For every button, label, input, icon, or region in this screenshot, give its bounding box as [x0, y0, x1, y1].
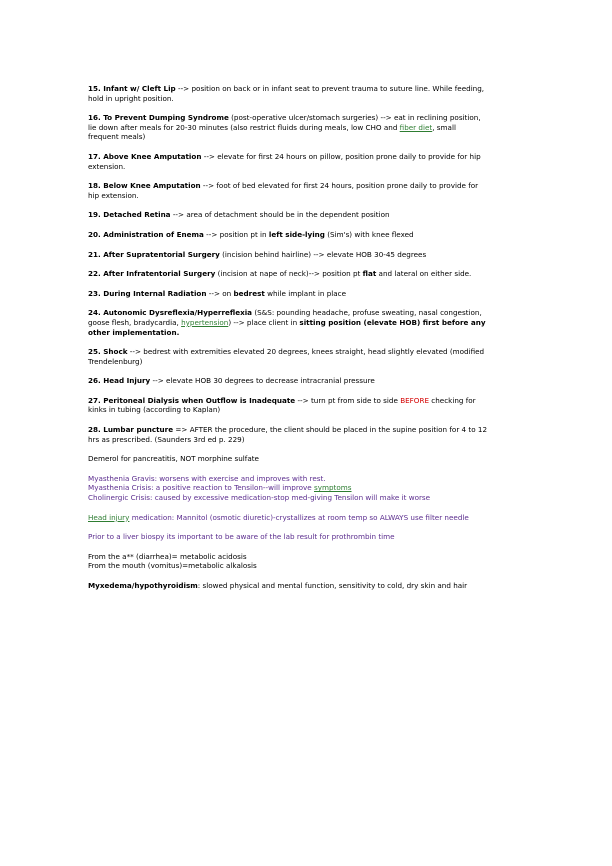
item-17-body: --> elevate for first 24 hours on pillow, position prone daily to provide for hip extension.: [88, 151, 481, 171]
item-27-body-a: --> turn pt from side to side: [295, 395, 401, 405]
item-23-title: 23. During Internal Radiation: [88, 288, 207, 298]
item-21-body: (incision behind hairline) --> elevate HOB 30-45 degrees: [219, 249, 427, 259]
item-26-body: --> elevate HOB 30 degrees to decrease intracranial pressure: [150, 376, 375, 386]
item-18-title: 18. Below Knee Amputation: [88, 181, 201, 191]
item-23-body-b: while implant in place: [264, 288, 347, 298]
fiber-diet-link[interactable]: fiber diet: [399, 122, 433, 132]
note-demerol: Demerol for pancreatitis, NOT morphine sulfate: [88, 454, 259, 464]
item-22-title: 22. After Infratentorial Surgery: [88, 269, 216, 279]
item-25-title: 25. Shock: [88, 347, 128, 357]
item-18: [88, 181, 488, 200]
item-19: [88, 210, 488, 220]
note-liver-biopsy: Prior to a liver biospy its important to be aware of the lab result for prothrombin time: [88, 532, 395, 542]
note-head-injury-body: medication: Mannitol (osmotic diuretic)-crystallizes at room temp so ALWAYS use filter needle: [129, 512, 469, 522]
item-22-body-a: (incision at nape of neck)--> position pt: [215, 269, 363, 279]
item-15: [88, 84, 488, 103]
item-22: [88, 269, 488, 279]
item-20-body-a: --> position pt in: [203, 229, 269, 239]
item-25-body: --> bedrest with extremities elevated 20 degrees, knees straight, head slightly elevated (modified Trendelenburg): [88, 347, 485, 366]
item-22-body-b: and lateral on either side.: [376, 269, 472, 279]
head-injury-link[interactable]: Head injury: [88, 512, 130, 522]
note-cholinergic: Cholinergic Crisis: caused by excessive medication-stop med-giving Tensilon will make it worse: [88, 493, 431, 503]
item-27-body-b: checking for kinks in tubing (according to Kaplan): [88, 395, 476, 415]
note-alkalosis: From the mouth (vomitus)=metabolic alkalosis: [88, 561, 257, 571]
item-24-body-b: ) --> place client in: [228, 317, 300, 327]
note-acid-base: [88, 552, 488, 571]
note-myxedema: [88, 581, 488, 591]
item-22-emphasis: flat: [362, 269, 377, 279]
item-16: [88, 113, 488, 142]
item-24-title: 24. Autonomic Dysreflexia/Hyperreflexia: [88, 308, 253, 318]
note-mg-gravis: Myasthenia Gravis: worsens with exercise and improves with rest.: [88, 473, 326, 483]
item-27: [88, 396, 488, 415]
item-26-title: 26. Head Injury: [88, 376, 151, 386]
item-27-warning: BEFORE: [400, 395, 430, 405]
item-21: [88, 250, 488, 260]
item-27-title: 27. Peritoneal Dialysis when Outflow is Inadequate: [88, 395, 296, 405]
item-17: [88, 152, 488, 171]
note-myasthenia: [88, 474, 488, 503]
item-16-body-a: (post-operative ulcer/stomach surgeries) --> eat in reclining position, lie down after meals for 20-30 minutes (also restrict fluids during meals, low CHO and: [88, 113, 481, 132]
item-19-title: 19. Detached Retina: [88, 210, 171, 220]
item-18-body: --> foot of bed elevated for first 24 hours, position prone daily to provide for hip extension.: [88, 181, 479, 200]
note-head-injury: [88, 513, 488, 523]
symptoms-link[interactable]: symptoms: [314, 483, 352, 493]
item-20-body-b: (Sim's) with knee flexed: [324, 229, 414, 239]
item-15-body: --> position on back or in infant seat to prevent trauma to suture line. While feeding, hold in upright position.: [88, 84, 485, 103]
item-20-emphasis: left side-lying: [268, 229, 325, 239]
item-20: [88, 230, 488, 240]
item-15-title: 15. Infant w/ Cleft Lip: [88, 84, 176, 93]
item-19-body: --> area of detachment should be in the dependent position: [170, 210, 390, 220]
item-20-title: 20. Administration of Enema: [88, 229, 204, 239]
item-23-emphasis: bedrest: [233, 288, 265, 298]
item-26: [88, 376, 488, 386]
item-16-body-b: , small frequent meals): [88, 122, 456, 142]
item-25: [88, 347, 488, 366]
document-body: [88, 84, 488, 601]
note-myxedema-title: Myxedema/hypothyroidism: [88, 581, 198, 590]
hypertension-link[interactable]: hypertension: [181, 317, 229, 327]
item-24: [88, 308, 488, 337]
item-17-title: 17. Above Knee Amputation: [88, 151, 202, 161]
item-24-emphasis: sitting position (elevate HOB) first before any other implementation.: [88, 317, 486, 337]
item-21-title: 21. After Supratentorial Surgery: [88, 249, 220, 259]
note-mg-crisis: Myasthenia Crisis: a positive reaction to Tensilon--will improve: [88, 483, 314, 493]
item-28-body: => AFTER the procedure, the client should be placed in the supine position for 4 to 12 hrs as prescribed. (Saunders 3rd ed p. 229): [88, 425, 488, 444]
item-23-body-a: --> on: [206, 288, 234, 298]
item-28: [88, 425, 488, 444]
item-24-body-a: (S&S: pounding headache, profuse sweating, nasal congestion, goose flesh, bradycardia,: [88, 308, 482, 327]
note-acidosis: From the a** (diarrhea)= metabolic acidosis: [88, 551, 247, 561]
item-23: [88, 289, 488, 299]
item-28-title: 28. Lumbar puncture: [88, 425, 174, 435]
note-myxedema-body: : slowed physical and mental function, sensitivity to cold, dry skin and hair: [197, 581, 468, 590]
item-16-title: 16. To Prevent Dumping Syndrome: [88, 113, 229, 123]
